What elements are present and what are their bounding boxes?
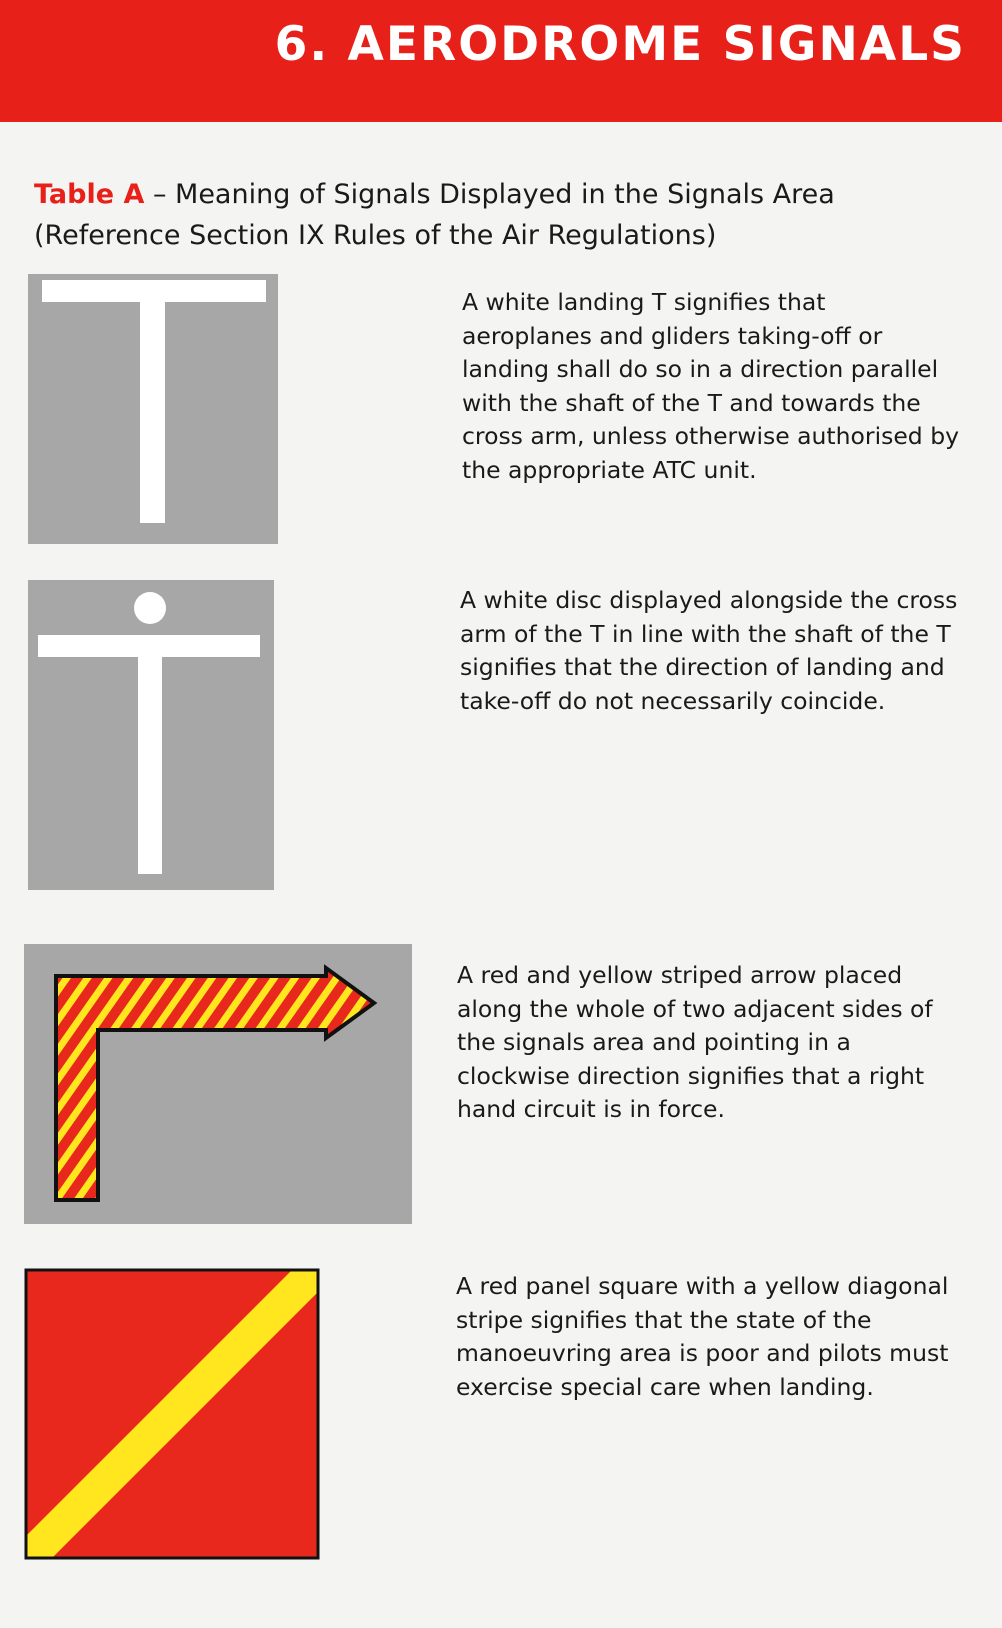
landing-t-signal-figure — [28, 274, 278, 544]
t-with-disc-signal-figure — [28, 580, 274, 890]
white-disc — [134, 592, 166, 624]
landing-t-icon — [28, 274, 278, 544]
page-header — [0, 0, 1002, 122]
striped-arrow-description: A red and yellow striped arrow placed along the whole of two adjacent sides of the signals area and pointing in a clockwise direction signifies that a right hand circuit is in force. — [457, 961, 933, 1123]
table-heading — [34, 174, 984, 256]
striped-arrow-signal-figure — [24, 944, 412, 1224]
t-shaft — [140, 280, 165, 523]
page-title: 6. AERODROME SIGNALS — [274, 17, 966, 72]
t-shaft — [138, 635, 162, 874]
table-reference: (Reference Section IX Rules of the Air Regulations) — [34, 220, 717, 251]
red-square-signal-figure — [24, 1268, 320, 1560]
table-title: – Meaning of Signals Displayed in the Signals Area — [144, 179, 835, 210]
table-label: Table A — [34, 179, 145, 210]
t-with-disc-description: A white disc displayed alongside the cross arm of the T in line with the shaft of the T signifies that the direction of landing and take-off do not necessarily coincide. — [460, 586, 958, 715]
red-square-yellow-diagonal-icon — [24, 1268, 320, 1560]
red-square-description: A red panel square with a yellow diagonal stripe signifies that the state of the manoeuvring area is poor and pilots must exercise special care when landing. — [456, 1272, 949, 1401]
landing-t-description: A white landing T signifies that aeroplanes and gliders taking-off or landing shall do so in a direction parallel with the shaft of the T and towards the cross arm, unless otherwise authorised by the appropriate ATC unit. — [462, 288, 960, 484]
striped-arrow-icon — [24, 944, 412, 1224]
t-with-disc-icon — [28, 580, 274, 890]
